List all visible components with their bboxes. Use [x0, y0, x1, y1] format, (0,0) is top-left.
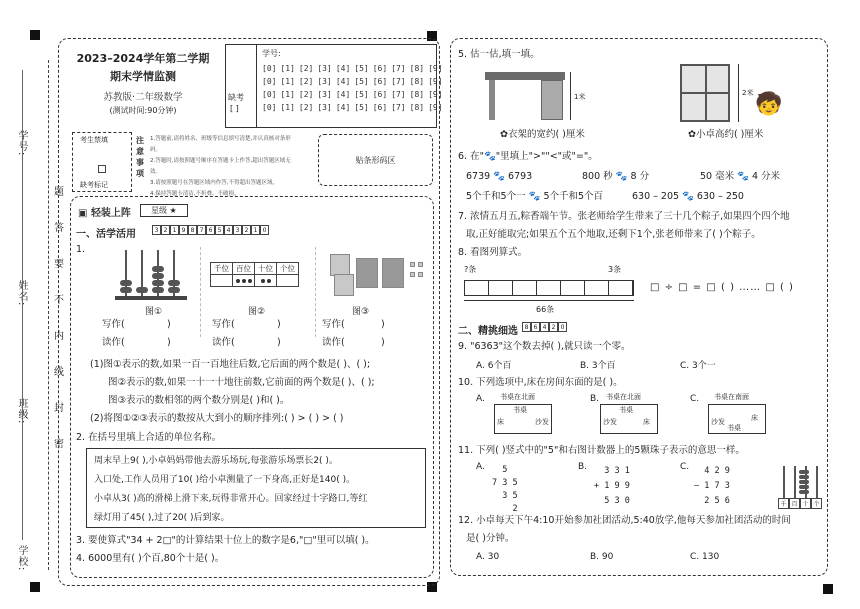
q12: 12. 小卓每天下午4:10开始参加社团活动,5:40放学,他每天参加社团活动的时间: [458, 515, 791, 526]
id-digit[interactable]: [3]: [317, 90, 332, 99]
exam-edition: 苏教版·二年级数学: [103, 92, 183, 103]
exam-title: 2023–2024学年第二学期: [76, 52, 210, 65]
score-box[interactable]: 4: [540, 322, 549, 332]
room-b-caption: 书桌在北面: [606, 393, 641, 401]
score-box[interactable]: 3: [152, 225, 161, 235]
q2-line: 绿灯用了45( ),过了20( )后到家。: [94, 513, 230, 523]
calc-line: 2: [492, 504, 518, 514]
abacus-label: 千: [778, 498, 789, 509]
seal-char: 密: [54, 439, 64, 450]
q11-option-a[interactable]: A.: [476, 462, 485, 472]
section-1-title: 一、活学活用: [76, 229, 136, 240]
abacus-label: 百: [789, 498, 800, 509]
pv-header: 十位: [255, 263, 277, 275]
id-digit[interactable]: [4]: [335, 64, 351, 73]
calc-line: 5: [492, 465, 508, 475]
id-digit[interactable]: [4]: [335, 90, 351, 99]
seal-char: 不: [54, 295, 64, 306]
q8: 8. 看图列算式。: [458, 247, 528, 258]
q11-option-c[interactable]: C.: [680, 462, 690, 472]
calc-line: + 1 9 9: [594, 481, 630, 491]
id-digit[interactable]: [5]: [354, 77, 369, 86]
alignment-mark: [823, 584, 833, 594]
q8-segment-bar: [464, 280, 634, 296]
height-label-1m: 1米: [574, 93, 586, 101]
q1-1a: (1)图①表示的数,如果一百一百地往后数,它后面的两个数是( )、( );: [90, 359, 371, 370]
bar-segment: [561, 281, 585, 295]
id-digit[interactable]: [0]: [262, 77, 277, 86]
q1-1b: 图②表示的数,如果一十一十地往前数,它前面的两个数是( )、( );: [108, 377, 375, 388]
abacus-label: 十: [800, 498, 811, 509]
id-digit[interactable]: [4]: [335, 77, 351, 86]
id-digit[interactable]: [0]: [262, 103, 277, 112]
notice-line: 4.保持答题卡清洁,不折叠、不破损。: [150, 191, 240, 197]
score-box[interactable]: 7: [197, 225, 206, 235]
q10-option-a[interactable]: A.: [476, 394, 485, 404]
score-box[interactable]: 1: [251, 225, 260, 235]
q3: 3. 要使算式"34 + 2□"的计算结果十位上的数字是6,"□"里可以填( )。: [76, 535, 375, 546]
q2-line: 入口处,工作人员用了10( )给小卓测量了一下身高,正好是140( )。: [94, 475, 356, 485]
banner-title: ▣ 轻装上阵: [78, 208, 131, 219]
seal-line: [48, 60, 49, 570]
q9-option-b[interactable]: B. 3个百: [580, 361, 616, 371]
notice-line: 1.答题前,请将姓名、班级等信息填写清楚,并认真核对条形码。: [150, 136, 291, 153]
score-box[interactable]: 1: [170, 225, 179, 235]
pv-header: 百位: [233, 263, 255, 275]
sidebar-student-no: 学号:: [16, 130, 27, 157]
id-digit[interactable]: [9]: [428, 77, 443, 86]
absent-label: 缺考: [228, 93, 244, 102]
q11-b-addition: [594, 464, 630, 509]
id-digit[interactable]: [1]: [280, 103, 295, 112]
window-illustration: [680, 64, 730, 122]
section-2-title: 二、精挑细选: [458, 326, 518, 337]
id-digit[interactable]: [8]: [409, 90, 425, 99]
id-digit[interactable]: [6]: [372, 77, 388, 86]
score-box[interactable]: 4: [224, 225, 233, 235]
q5b: ✿小卓高约( )厘米: [688, 129, 764, 140]
sidebar-fill-line: [22, 70, 23, 540]
sidebar-school: 学校:: [16, 545, 27, 572]
id-digit[interactable]: [2]: [298, 90, 314, 99]
bar-segment: [537, 281, 561, 295]
calc-line: 3 5: [492, 491, 518, 501]
id-digit[interactable]: [8]: [409, 64, 425, 73]
fig3-label: 图③: [352, 307, 370, 317]
q12b: 是( )分钟。: [466, 533, 515, 544]
room-a: 床 书桌 沙发: [494, 404, 552, 434]
absent-box: [225, 44, 257, 128]
q6-item-4[interactable]: 5个千和5个一 🐾 5个千和5个百: [466, 191, 604, 202]
height-marker: [570, 72, 571, 120]
id-digit[interactable]: [3]: [317, 64, 332, 73]
seal-char: 封: [54, 403, 64, 414]
student-id-label: 学号:: [262, 49, 281, 58]
score-box[interactable]: 8: [188, 225, 197, 235]
fig2-write[interactable]: 写作( ): [212, 319, 281, 330]
score-box[interactable]: 0: [558, 322, 567, 332]
bar-segment: [489, 281, 513, 295]
q12-option-a[interactable]: A. 30: [476, 552, 500, 562]
q12-option-c[interactable]: C. 130: [690, 552, 720, 562]
alignment-mark: [30, 30, 40, 40]
barcode-label: 贴条形码区: [355, 156, 396, 165]
fig1-read[interactable]: 读作( ): [102, 337, 171, 348]
section-1-score-boxes[interactable]: [152, 225, 269, 235]
id-digit[interactable]: [7]: [391, 103, 406, 112]
fig1-label: 图①: [145, 307, 163, 317]
abacus-figure: [115, 250, 190, 300]
notice-line: 2.答题时,请按照题号顺序在答题卡上作答,超出答题区域无效。: [150, 158, 291, 175]
q2: 2. 在括号里填上合适的单位名称。: [76, 432, 222, 443]
alignment-mark: [30, 582, 40, 592]
bar-segment: [513, 281, 537, 295]
id-digit[interactable]: [9]: [428, 90, 443, 99]
coat-rack-illustration: [485, 72, 565, 120]
sidebar-name: 姓名:: [16, 280, 27, 307]
score-box[interactable]: 2: [242, 225, 251, 235]
q8-right-label: 3条: [608, 265, 622, 274]
q9: 9. "6363"这个数去掉( ),就只读一个零。: [458, 341, 631, 352]
absent-mark-checkbox[interactable]: [98, 165, 106, 173]
restricted-title: 考生禁填: [80, 136, 108, 144]
q1-1c: 图③表示的数相邻的两个数分别是( )和( )。: [108, 395, 290, 406]
q9-option-a[interactable]: A. 6个百: [476, 361, 512, 371]
score-box[interactable]: 6: [206, 225, 215, 235]
id-digit[interactable]: [7]: [391, 77, 406, 86]
id-digit[interactable]: [3]: [317, 103, 332, 112]
id-digit[interactable]: [8]: [409, 77, 425, 86]
seal-char: 要: [54, 259, 64, 270]
id-digit[interactable]: [9]: [428, 64, 443, 73]
seal-char: 内: [54, 331, 64, 342]
id-digit[interactable]: [0]: [262, 64, 277, 73]
q7: 7. 浓情五月五,粽香端午节。张老师给学生带来了三十几个粽子,如果四个四个地: [458, 211, 790, 222]
q7b: 取,正好能取完;如果五个五个地取,还剩下1个,张老师带来了( )个粽子。: [466, 229, 761, 240]
score-box[interactable]: 3: [233, 225, 242, 235]
score-box[interactable]: 8: [522, 322, 531, 332]
place-value-table: [210, 262, 299, 287]
id-digit[interactable]: [0]: [262, 90, 277, 99]
q9-option-c[interactable]: C. 3个一: [680, 361, 716, 371]
room-c-caption: 书桌在南面: [714, 393, 749, 401]
id-digit[interactable]: [7]: [391, 64, 406, 73]
counter-abacus: [778, 466, 822, 506]
height-label-2m: 2米: [742, 89, 754, 97]
q4: 4. 6000里有( )个百,80个十是( )。: [76, 553, 225, 564]
score-box[interactable]: 2: [549, 322, 558, 332]
id-digit-row: [262, 77, 443, 86]
id-digit[interactable]: [2]: [298, 103, 314, 112]
section-2-score-boxes[interactable]: [522, 322, 567, 332]
id-digit[interactable]: [5]: [354, 90, 369, 99]
absent-mark-label: 缺考标记: [80, 181, 108, 189]
q2-line: 小卓从3( )高的滑梯上滑下来,玩得非常开心。回家经过十字路口,等红: [94, 494, 368, 504]
q5a: ✿衣架的宽约( )厘米: [500, 129, 585, 140]
notice-title: 注意事项: [136, 136, 144, 178]
id-digit[interactable]: [2]: [298, 64, 314, 73]
q2-line: 周末早上9( ),小卓妈妈带他去游乐场玩,每张游乐场票长2( )。: [94, 456, 338, 466]
id-digit[interactable]: [4]: [335, 103, 351, 112]
q8-formula[interactable]: □ ÷ □ = □ ( ) …… □ ( ): [650, 282, 794, 293]
q6-item-2[interactable]: 800 秒 🐾 8 分: [582, 171, 650, 182]
score-box[interactable]: 2: [161, 225, 170, 235]
id-digit-row: [262, 64, 443, 73]
fig2-read[interactable]: 读作( ): [212, 337, 281, 348]
id-digit[interactable]: [5]: [354, 103, 369, 112]
pv-header: 个位: [277, 263, 299, 275]
divider: [315, 247, 316, 337]
room-c: 沙发 书桌 床: [708, 404, 766, 434]
base-ten-blocks: [330, 250, 430, 300]
q11-c-subtraction: [694, 464, 730, 509]
bar-segment: [609, 281, 633, 295]
room-a-caption: 书桌在北面: [500, 393, 535, 401]
q6-item-1[interactable]: 6739 🐾 6793: [466, 171, 533, 182]
fig1-write[interactable]: 写作( ): [102, 319, 171, 330]
divider: [200, 247, 201, 337]
q12-option-b[interactable]: B. 90: [590, 552, 614, 562]
id-digit-row: [262, 90, 443, 99]
q11: 11. 下列( )竖式中的"5"和右图计数器上的5颗珠子表示的意思一样。: [458, 445, 745, 456]
calc-line: – 1 7 3: [694, 481, 730, 491]
q8-left-label: ?条: [464, 265, 477, 274]
exam-time: (测试时间:90分钟): [109, 106, 177, 115]
pv-header: 千位: [211, 263, 233, 275]
sidebar-class: 班级:: [16, 398, 27, 425]
q6-item-3[interactable]: 50 毫米 🐾 4 分米: [700, 171, 781, 182]
q5: 5. 估一估,填一填。: [458, 49, 540, 60]
calc-line: 2 5 6: [704, 496, 730, 506]
q6-item-5[interactable]: 630 – 205 🐾 630 – 250: [632, 191, 744, 202]
calc-line: 5 3 0: [604, 496, 630, 506]
seal-char: 题: [54, 187, 64, 198]
id-digit[interactable]: [3]: [317, 77, 332, 86]
absent-checkbox[interactable]: [ ]: [230, 104, 239, 113]
calc-line: 3 3 1: [604, 466, 630, 476]
notice-lines: [150, 134, 300, 200]
fig2-label: 图②: [248, 307, 266, 317]
q11-option-b[interactable]: B.: [578, 462, 588, 472]
score-box[interactable]: 6: [531, 322, 540, 332]
q1-number: 1.: [76, 244, 86, 255]
id-digit[interactable]: [1]: [280, 90, 295, 99]
id-digit[interactable]: [6]: [372, 90, 388, 99]
notice-line: 3.请按照题号在答题区域内作答,不得超出答题区域。: [150, 180, 278, 186]
score-box[interactable]: 9: [179, 225, 188, 235]
bar-segment: [585, 281, 609, 295]
q10: 10. 下列选项中,床在房间东面的是( )。: [458, 377, 623, 388]
bar-segment: [465, 281, 489, 295]
boy-icon: 🧒: [755, 92, 783, 117]
fig3-read[interactable]: 读作( ): [322, 337, 385, 348]
exam-subtitle: 期末学情监测: [110, 70, 176, 83]
star-rating: 星级 ★: [140, 204, 188, 217]
score-box[interactable]: 0: [260, 225, 269, 235]
q2-passage: [94, 452, 367, 528]
id-digit[interactable]: [2]: [298, 77, 314, 86]
seal-char: 答: [54, 223, 64, 234]
q10-option-b[interactable]: B.: [590, 394, 600, 404]
q6: 6. 在"🐾"里填上">""<"或"="。: [458, 151, 598, 162]
id-digit[interactable]: [6]: [372, 64, 388, 73]
room-b: 沙发 书桌 床: [600, 404, 658, 434]
calc-line: 4 2 9: [704, 466, 730, 476]
id-digit[interactable]: [1]: [280, 77, 295, 86]
score-box[interactable]: 5: [215, 225, 224, 235]
id-digit[interactable]: [9]: [428, 103, 443, 112]
fig3-write[interactable]: 写作( ): [322, 319, 385, 330]
abacus-label: 个: [811, 498, 822, 509]
id-digit[interactable]: [5]: [354, 64, 369, 73]
q1-2: (2)将图①②③表示的数按从大到小的顺序排列:( ) > ( ) > ( ): [90, 413, 344, 424]
q10-option-c[interactable]: C.: [690, 394, 700, 404]
id-digit[interactable]: [7]: [391, 90, 406, 99]
id-digit[interactable]: [1]: [280, 64, 295, 73]
student-id-grid[interactable]: [262, 64, 443, 116]
q8-brace: [464, 300, 634, 301]
id-digit-row: [262, 103, 443, 112]
id-digit[interactable]: [6]: [372, 103, 388, 112]
q8-total-label: 66条: [536, 305, 555, 314]
id-digit[interactable]: [8]: [409, 103, 425, 112]
calc-line: 7 3 5: [492, 478, 518, 488]
height-marker: [738, 64, 739, 122]
seal-char: 线: [54, 367, 64, 378]
q11-a-division: [492, 464, 518, 516]
